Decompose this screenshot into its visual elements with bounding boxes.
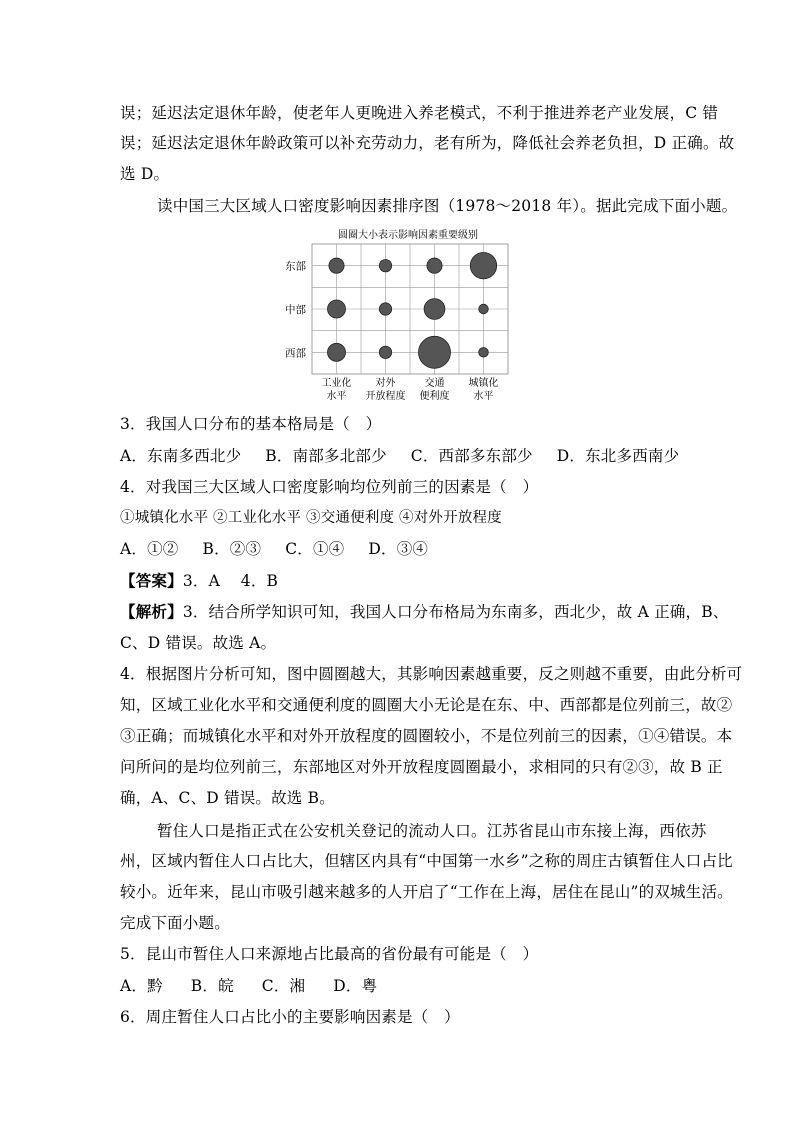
answer-text: 3．A 4．B bbox=[182, 572, 279, 590]
option-c: C．湘 bbox=[261, 977, 306, 995]
paragraph-line: 读中国三大区域人口密度影响因素排序图（1978～2018 年）。据此完成下面小题。 bbox=[157, 197, 738, 215]
row-label: 西部 bbox=[285, 347, 306, 360]
question-3-options bbox=[120, 446, 679, 466]
paragraph-line: 误；延迟法定退休年龄政策可以补充劳动力，老有所为，降低社会养老负担，D 正确。故 bbox=[120, 134, 735, 152]
question-3-stem: 3．我国人口分布的基本格局是（ ） bbox=[120, 415, 382, 433]
column-label: 水平 bbox=[326, 391, 347, 402]
column-label: 对外 bbox=[375, 378, 396, 389]
option-a: A．①② bbox=[120, 540, 179, 558]
analysis-line: C、D 错误。故选 A。 bbox=[120, 634, 277, 652]
question-6-stem: 6．周庄暂住人口占比小的主要影响因素是（ ） bbox=[120, 1008, 460, 1026]
bubble-mark bbox=[379, 259, 391, 271]
column-label: 便利度 bbox=[419, 391, 450, 402]
row-label: 中部 bbox=[285, 304, 306, 316]
column-label: 开放程度 bbox=[365, 391, 406, 402]
option-c: C．西部多东部少 bbox=[410, 447, 533, 465]
analysis-line: ③正确；而城镇化水平和对外开放程度的圆圈较小，不是位列前三的因素，①④错误。本 bbox=[120, 727, 733, 745]
column-label: 水平 bbox=[473, 391, 494, 402]
column-label: 城镇化 bbox=[468, 378, 499, 389]
bubble-mark bbox=[379, 303, 391, 315]
column-label: 交通 bbox=[424, 378, 445, 389]
passage-line: 暂住人口是指正式在公安机关登记的流动人口。江苏省昆山市东接上海，西依苏 bbox=[157, 822, 707, 840]
row-label: 东部 bbox=[285, 260, 306, 273]
option-d: D．东北多西南少 bbox=[556, 447, 680, 465]
bubble-mark bbox=[328, 300, 346, 318]
paragraph-line: 误；延迟法定退休年龄，使老年人更晚进入养老模式，不利于推进养老产业发展，C 错 bbox=[120, 104, 719, 122]
column-label: 工业化 bbox=[321, 378, 352, 389]
question-4-options bbox=[120, 539, 428, 559]
question-5-options bbox=[120, 976, 377, 996]
bubble-mark bbox=[479, 348, 489, 358]
analysis-line: 【解析】3．结合所学知识可知，我国人口分布格局为东南多，西北少，故 A 正确，B、 bbox=[120, 602, 729, 621]
option-b: B．南部多北部少 bbox=[265, 447, 387, 465]
analysis-tag: 【解析】 bbox=[120, 602, 183, 621]
passage-line: 州，区域内暂住人口占比大，但辖区内具有“中国第一水乡”之称的周庄古镇暂住人口占比 bbox=[120, 852, 733, 870]
option-c: C．①④ bbox=[285, 540, 345, 558]
option-d: D．粤 bbox=[333, 977, 378, 995]
paragraph-line: 选 D。 bbox=[120, 165, 170, 183]
analysis-line: 4．根据图片分析可知，图中圆圈越大，其影响因素越重要，反之则越不重要，由此分析可 bbox=[120, 665, 743, 683]
bubble-chart bbox=[270, 226, 520, 406]
chart-title: 圆圈大小表示影响因素重要级别 bbox=[338, 230, 478, 241]
option-b: B．②③ bbox=[202, 540, 262, 558]
question-5-stem: 5．昆山市暂住人口来源地占比最高的省份最有可能是（ ） bbox=[120, 945, 539, 963]
bubble-mark bbox=[470, 252, 496, 278]
bubble-mark bbox=[424, 299, 445, 320]
bubble-mark bbox=[427, 258, 442, 273]
analysis-line: 确，A、C、D 错误。故选 B。 bbox=[120, 789, 335, 807]
bubble-mark bbox=[419, 336, 451, 368]
passage-line: 较小。近年来，昆山市吸引越来越多的人开启了“工作在上海，居住在昆山”的双城生活。 bbox=[120, 883, 733, 901]
bubble-mark bbox=[329, 258, 344, 273]
passage-line: 完成下面小题。 bbox=[120, 914, 230, 932]
answer-tag: 【答案】 bbox=[120, 571, 183, 590]
option-a: A．黔 bbox=[120, 977, 163, 995]
option-d: D．③④ bbox=[368, 540, 429, 558]
bubble-mark bbox=[379, 346, 391, 358]
option-b: B．皖 bbox=[190, 977, 234, 995]
analysis-line: 问所问的是均位列前三，东部地区对外开放程度圆圈最小，求相同的只有②③，故 B 正 bbox=[120, 758, 723, 776]
question-4-stem: 4．对我国三大区域人口密度影响均位列前三的因素是（ ） bbox=[120, 478, 539, 496]
option-a: A．东南多西北少 bbox=[120, 447, 242, 465]
analysis-line: 知，区域工业化水平和交通便利度的圆圈大小无论是在东、中、西部都是位列前三，故② bbox=[120, 696, 733, 714]
bubble-mark bbox=[328, 343, 346, 361]
answer-line bbox=[120, 571, 278, 591]
bubble-mark bbox=[479, 304, 489, 314]
question-4-items: ①城镇化水平 ②工业化水平 ③交通便利度 ④对外开放程度 bbox=[120, 510, 502, 526]
